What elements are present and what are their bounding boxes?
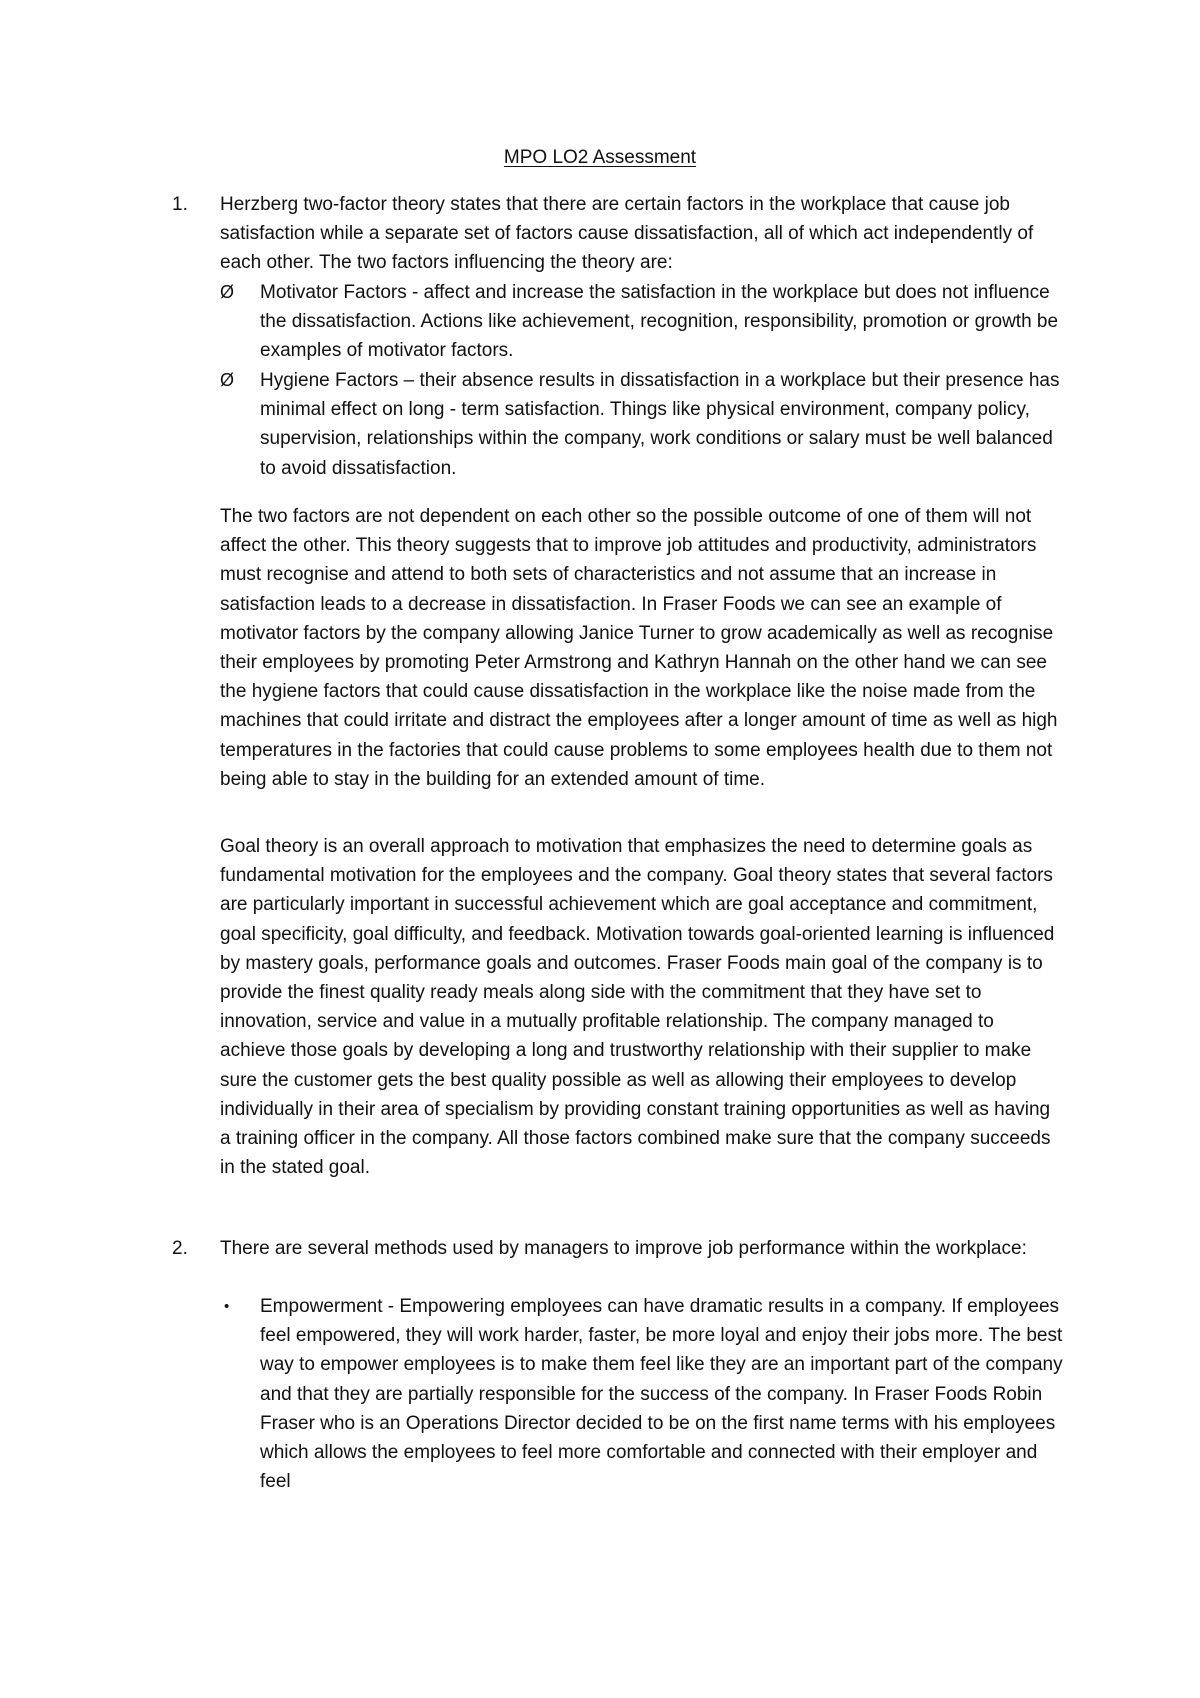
question-1-number: 1. <box>172 194 188 215</box>
two-factor-paragraph: The two factors are not dependent on each other so the possible outcome of one of them will not affect the other. This theory suggests that to improve job attitudes and productivity, administrators must recognise and attend to both sets of characteristics and not assume that an increase in satisfaction leads to a decrease in dissatisfaction. In Fraser Foods we can see an example of motivator factors by the company allowing Janice Turner to grow academically as well as recognise their employees by promoting Peter Armstrong and Kathryn Hannah on the other hand we can see the hygiene factors that could cause dissatisfaction in the workplace like the noise made from the machines that could irritate and distract the employees after a longer amount of time as well as high temperatures in the factories that could cause problems to some employees health due to them not being able to stay in the building for an extended amount of time. <box>220 506 1058 790</box>
hygiene-factors-text: Hygiene Factors – their absence results in dissatisfaction in a workplace but their presence has minimal effect on long - term satisfaction. Things like physical environment, company policy, supervision, relationships within the company, work conditions or salary must be well balanced to avoid dissatisfaction. <box>260 370 1060 479</box>
motivator-factors-item <box>220 278 1065 366</box>
bullet-icon: • <box>224 1298 230 1315</box>
question-1-intro: Herzberg two-factor theory states that there are certain factors in the workplace that cause job satisfaction while a separate set of factors cause dissatisfaction, all of which act independently of each other. The two factors influencing the theory are: <box>220 194 1034 274</box>
document-title: MPO LO2 Assessment <box>503 147 697 168</box>
question-2-intro: There are several methods used by managers to improve job performance within the workplace: <box>220 1238 1027 1259</box>
hygiene-factors-item <box>220 366 1065 483</box>
empowerment-item <box>224 1292 1065 1496</box>
empowerment-text: Empowerment - Empowering employees can have dramatic results in a company. If employees feel empowered, they will work harder, faster, be more loyal and enjoy their jobs more. The best way to empower employees is to make them feel like they are an important part of the company and that they are partially responsible for the success of the company. In Fraser Foods Robin Fraser who is an Operations Director decided to be on the first name terms with his employees which allows the employees to feel more comfortable and connected with their employer and feel <box>260 1296 1063 1493</box>
motivator-factors-text: Motivator Factors - affect and increase the satisfaction in the workplace but does not influence the dissatisfaction. Actions like achievement, recognition, responsibility, promotion or growth be examples of motivator factors. <box>260 282 1059 362</box>
question-1 <box>172 190 1062 278</box>
arrow-bullet-icon: Ø <box>220 282 235 302</box>
arrow-bullet-icon: Ø <box>220 370 235 390</box>
question-2 <box>172 1234 1062 1263</box>
question-2-number: 2. <box>172 1238 188 1259</box>
goal-theory-paragraph: Goal theory is an overall approach to motivation that emphasizes the need to determine goals as fundamental motivation for the employees and the company. Goal theory states that several factors are particularly important in successful achievement which are goal acceptance and commitment, goal specificity, goal difficulty, and feedback. Motivation towards goal-oriented learning is influenced by mastery goals, performance goals and outcomes. Fraser Foods main goal of the company is to provide the finest quality ready meals along side with the commitment that they have set to innovation, service and value in a mutually profitable relationship. The company managed to achieve those goals by developing a long and trustworthy relationship with their supplier to make sure the customer gets the best quality possible as well as allowing their employees to develop individually in their area of specialism by providing constant training opportunities as well as having a training officer in the company. All those factors combined make sure that the company succeeds in the stated goal. <box>220 836 1055 1179</box>
